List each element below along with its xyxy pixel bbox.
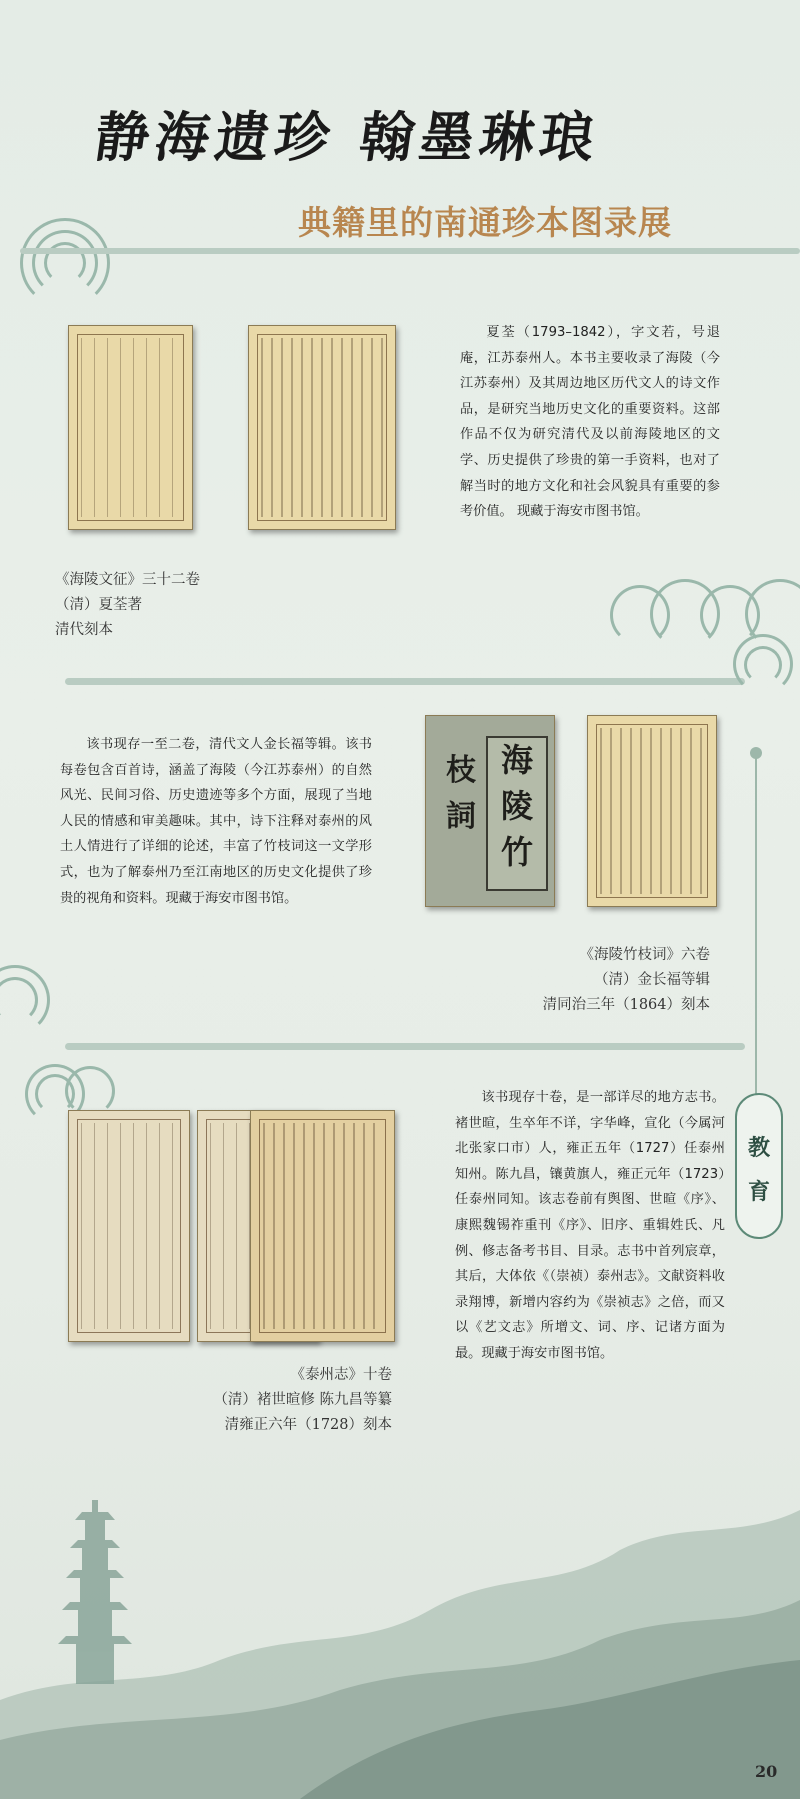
cover-char-zhu: 竹: [501, 833, 534, 871]
cover-char-ci: 詞: [446, 799, 476, 834]
section-divider-2: [65, 1043, 745, 1050]
header-divider: [20, 248, 800, 254]
cloud-motif-right-edge: [728, 628, 800, 698]
cover-char-zhi: 枝: [446, 753, 476, 788]
section-divider-1: [65, 678, 745, 685]
book-image-taizhou-zhi-1: [68, 1110, 190, 1342]
cover-char-hai: 海: [501, 741, 534, 779]
caption-line-edition: 清雍正六年（1728）刻本: [224, 1417, 392, 1433]
description-taizhou-zhi: 该书现存十卷，是一部详尽的地方志书。褚世暄，生卒年不详，字华峰，宣化（今属河北张家口市）人，雍正五年（1727）任泰州知州。陈九昌，镶黄旗人，雍正元年（1723）任泰州同知。该志卷前有舆图、世暄《序》、康熙魏锡祚重刊《序》、旧序、重辑姓氏、凡例、修志备考书目、目录。志书中首列宸章，其后，大体依《（崇祯）泰州志》。文献资料收录翔博，新增内容约为《崇祯志》之倍，而又以《艺文志》所增文、词、序、记诸方面为最。现藏于海安市图书馆。: [455, 1090, 725, 1361]
cloud-motif-mid-right: [610, 575, 800, 615]
page-number: 20: [755, 1762, 778, 1781]
pagoda-icon: [58, 1500, 132, 1684]
caption-line-title: 《海陵竹枝词》六卷: [579, 947, 710, 963]
description-hailing-wenzheng: 夏荃（1793–1842），字文若，号退庵，江苏泰州人。本书主要收录了海陵（今江苏泰州）及其周边地区历代文人的诗文作品，是研究当地历史文化的重要资料。这部作品不仅为研究清代及以前海陵地区的文学、历史提供了珍贵的第一手资料，也对了解当时的地方文化和社会风貌具有重要的参考价值。 现藏于海安市图书馆。: [460, 325, 720, 520]
book-image-hailing-wenzheng-2: [248, 325, 396, 530]
caption-line-edition: 清代刻本: [55, 622, 113, 638]
caption-line-author: （清）金长福等辑: [594, 972, 710, 988]
category-tab-education: [735, 1093, 783, 1239]
book-image-hailing-zhuzhici-page: [587, 715, 717, 907]
cloud-motif-left-mid: [0, 960, 70, 1000]
description-hailing-zhuzhici: 该书现存一至二卷，清代文人金长福等辑。该书每卷包含百首诗，涵盖了海陵（今江苏泰州）的自然风光、民间习俗、历史遗迹等多个方面，展现了当地人民的情感和审美趣味。其中，诗下注释对泰州的风土人情进行了详细的论述，丰富了竹枝词这一文学形式，也为了解泰州乃至江南地区的历史文化提供了珍贵的视角和资料。现藏于海安市图书馆。: [60, 737, 372, 906]
caption-hailing-zhuzhici: [470, 943, 710, 1018]
book-cover-hailing-zhuzhici: [425, 715, 555, 907]
caption-taizhou-zhi: [100, 1363, 392, 1438]
cloud-motif-top-left: [20, 210, 130, 265]
side-dot: [750, 747, 762, 759]
caption-line-title: 《海陵文征》三十二卷: [55, 572, 200, 588]
exhibition-subtitle: 典籍里的南通珍本图录展: [298, 203, 672, 242]
caption-line-edition: 清同治三年（1864）刻本: [542, 997, 710, 1013]
category-tab-char-2: 育: [747, 1179, 770, 1205]
caption-line-author: （清）褚世暄修 陈九昌等纂: [213, 1392, 392, 1408]
book-image-taizhou-zhi-3: [250, 1110, 395, 1342]
caption-line-title: 《泰州志》十卷: [290, 1367, 392, 1383]
cover-char-ling: 陵: [501, 787, 534, 825]
caption-line-author: （清）夏荃著: [55, 597, 142, 613]
caption-hailing-wenzheng: [55, 568, 285, 643]
category-tab-char-1: 教: [747, 1135, 770, 1161]
book-image-hailing-wenzheng-1: [68, 325, 193, 530]
cloud-motif-left-lower: [20, 1062, 110, 1092]
calligraphy-title: 静海遗珍 翰墨琳琅: [90, 105, 605, 169]
landscape-decoration: [0, 1440, 800, 1799]
